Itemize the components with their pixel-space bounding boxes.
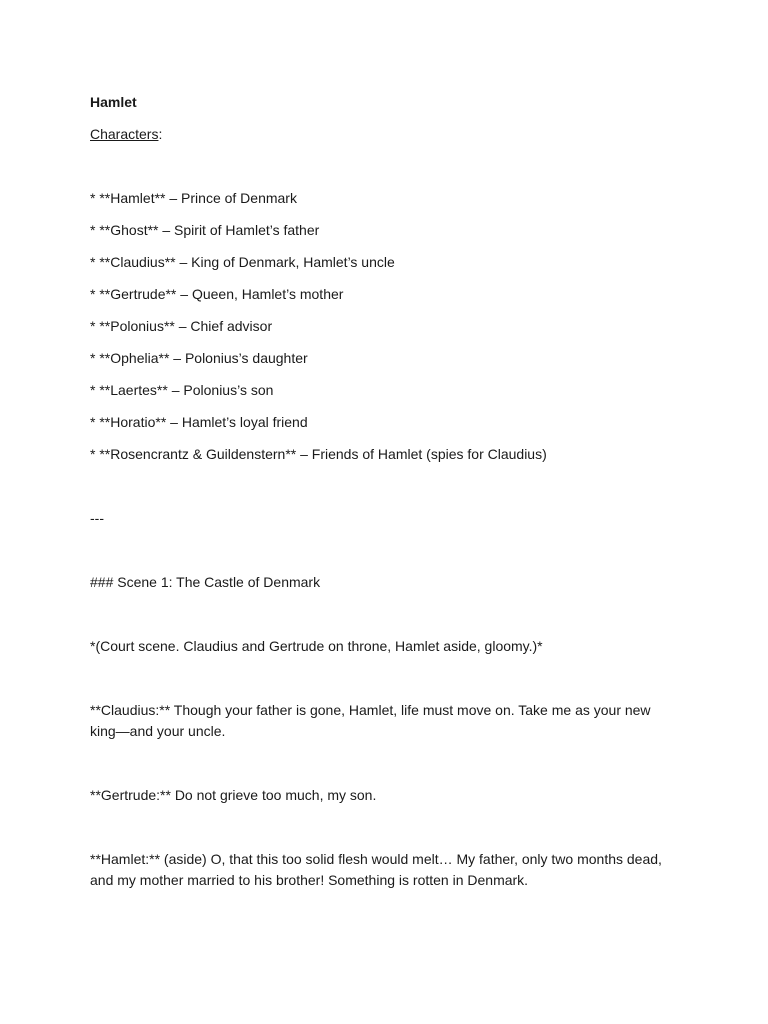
character-item: * **Claudius** – King of Denmark, Hamlet’s uncle: [90, 254, 395, 270]
character-item: * **Horatio** – Hamlet’s loyal friend: [90, 414, 308, 430]
blank-line: [90, 540, 680, 572]
stage-direction: *(Court scene. Claudius and Gertrude on throne, Hamlet aside, gloomy.)*: [90, 638, 543, 654]
blank-line: [90, 604, 680, 636]
dialogue-gertrude: **Gertrude:** Do not grieve too much, my son.: [90, 787, 377, 803]
separator-line: ---: [90, 510, 104, 526]
character-item: * **Ophelia** – Polonius’s daughter: [90, 350, 308, 366]
character-item: * **Ghost** – Spirit of Hamlet’s father: [90, 222, 320, 238]
character-item: * **Rosencrantz & Guildenstern** – Friends of Hamlet (spies for Claudius): [90, 446, 547, 462]
characters-heading: [90, 124, 680, 145]
character-item: * **Polonius** – Chief advisor: [90, 318, 273, 334]
document-body: [90, 92, 680, 902]
blank-line: [90, 817, 680, 849]
scene-heading: ### Scene 1: The Castle of Denmark: [90, 574, 321, 590]
blank-line: [90, 476, 680, 508]
characters-heading-text: Characters: [90, 126, 159, 142]
characters-heading-colon: :: [158, 126, 163, 142]
character-item: * **Laertes** – Polonius’s son: [90, 382, 274, 398]
dialogue-hamlet: **Hamlet:** (aside) O, that this too solid flesh would melt… My father, only two months dead, and my mother married to his brother! Something is rotten in Denmark.: [90, 851, 662, 888]
blank-line: [90, 753, 680, 785]
blank-line: [90, 668, 680, 700]
document-title: Hamlet: [90, 94, 137, 110]
blank-line: [90, 156, 680, 188]
character-item: * **Gertrude** – Queen, Hamlet’s mother: [90, 286, 344, 302]
dialogue-claudius: **Claudius:** Though your father is gone, Hamlet, life must move on. Take me as your new king—and your uncle.: [90, 702, 651, 739]
character-item: * **Hamlet** – Prince of Denmark: [90, 190, 297, 206]
